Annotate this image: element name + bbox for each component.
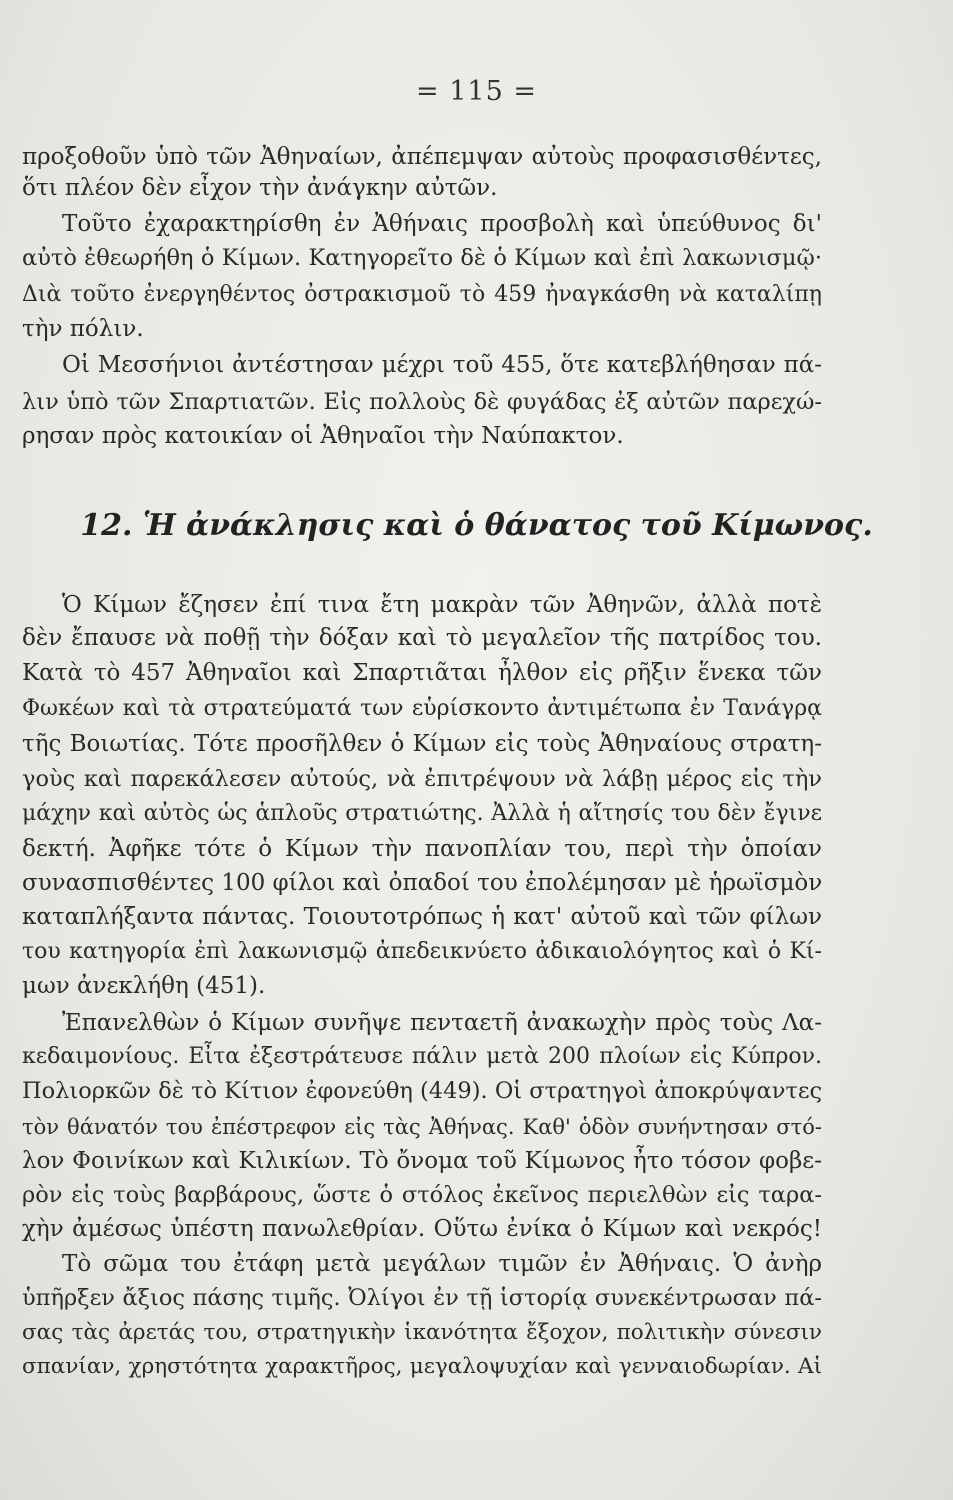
text-line: προξοθοῦν ὑπὸ τῶν Ἀθηναίων, ἀπέπεμψαν αὐτοὺς προφασισθέντες, bbox=[22, 144, 822, 170]
text-line: Οἱ Μεσσήνιοι ἀντέστησαν μέχρι τοῦ 455, ὅτε κατεβλήθησαν πά- bbox=[62, 352, 822, 378]
text-line: Τοῦτο ἐχαρακτηρίσθη ἐν Ἀθήναις προσβολὴ καὶ ὑπεύθυνος δι' bbox=[62, 211, 822, 237]
text-line: γοὺς καὶ παρεκάλεσεν αὐτούς, νὰ ἐπιτρέψουν νὰ λάβῃ μέρος εἰς τὴν bbox=[22, 766, 822, 792]
text-line: συνασπισθέντες 100 φίλοι καὶ ὀπαδοί του ἐπολέμησαν μὲ ἡρωϊσμὸν bbox=[22, 870, 823, 896]
text-line: Φωκέων καὶ τὰ στρατεύματά των εὑρίσκοντο ἀντιμέτωπα ἐν Τανάγρᾳ bbox=[22, 696, 822, 721]
text-line: αὐτὸ ἐθεωρήθη ὁ Κίμων. Κατηγορεῖτο δὲ ὁ Κίμων καὶ ἐπὶ λακωνισμῷ· bbox=[22, 245, 822, 271]
text-line: Ὁ Κίμων ἔζησεν ἐπί τινα ἔτη μακρὰν τῶν Ἀθηνῶν, ἀλλὰ ποτὲ bbox=[62, 592, 822, 618]
text-line: τῆς Βοιωτίας. Τότε προσῆλθεν ὁ Κίμων εἰς τοὺς Ἀθηναίους στρατη- bbox=[22, 731, 822, 757]
text-line: ρὸν εἰς τοὺς βαρβάρους, ὥστε ὁ στόλος ἐκεῖνος περιελθὼν εἰς ταρα- bbox=[22, 1182, 822, 1208]
text-line: Διὰ τοῦτο ἐνεργηθέντος ὀστρακισμοῦ τὸ 459 ἠναγκάσθη νὰ καταλίπῃ bbox=[22, 282, 822, 307]
text-line: μων ἀνεκλήθη (451). bbox=[22, 973, 266, 999]
text-line: δεκτή. Ἀφῆκε τότε ὁ Κίμων τὴν πανοπλίαν του, περὶ τὴν ὁποίαν bbox=[22, 836, 822, 862]
text-line: ὑπῆρξεν ἄξιος πάσης τιμῆς. Ὀλίγοι ἐν τῇ ἱστορίᾳ συνεκέντρωσαν πά- bbox=[22, 1285, 822, 1311]
text-line: Πολιορκῶν δὲ τὸ Κίτιον ἐφονεύθη (449). Οἱ στρατηγοὶ ἀποκρύψαντες bbox=[22, 1078, 823, 1104]
text-line: τὴν πόλιν. bbox=[22, 316, 144, 342]
page-number: = 115 = bbox=[416, 76, 537, 107]
text-line: τὸν θάνατόν του ἐπέστρεφον εἰς τὰς Ἀθήνας. Καθ' ὁδὸν συνήντησαν στό- bbox=[22, 1115, 822, 1139]
text-line: ρησαν πρὸς κατοικίαν οἱ Ἀθηναῖοι τὴν Ναύπακτον. bbox=[22, 423, 624, 449]
text-line: δὲν ἔπαυσε νὰ ποθῇ τὴν δόξαν καὶ τὸ μεγαλεῖον τῆς πατρίδος του. bbox=[22, 625, 822, 651]
text-line: σας τὰς ἀρετάς του, στρατηγικὴν ἱκανότητα ἔξοχον, πολιτικὴν σύνεσιν bbox=[22, 1320, 822, 1345]
text-line: λιν ὑπὸ τῶν Σπαρτιατῶν. Εἰς πολλοὺς δὲ φυγάδας ἐξ αὐτῶν παρεχώ- bbox=[22, 389, 822, 415]
text-line: μάχην καὶ αὐτὸς ὡς ἁπλοῦς στρατιώτης. Ἀλλὰ ἡ αἴτησίς του δὲν ἔγινε bbox=[22, 801, 822, 826]
text-line: Ἐπανελθὼν ὁ Κίμων συνῆψε πενταετῆ ἀνακωχὴν πρὸς τοὺς Λα- bbox=[62, 1010, 822, 1036]
section-heading: 12. Ἡ ἀνάκλησις καὶ ὁ θάνατος τοῦ Κίμωνος. bbox=[80, 508, 873, 543]
text-line: ὅτι πλέον δὲν εἶχον τὴν ἀνάγκην αὐτῶν. bbox=[22, 175, 498, 201]
text-line: χὴν ἀμέσως ὑπέστη πανωλεθρίαν. Οὕτω ἐνίκα ὁ Κίμων καὶ νεκρός! bbox=[22, 1216, 822, 1242]
text-line: Κατὰ τὸ 457 Ἀθηναῖοι καὶ Σπαρτιᾶται ἦλθον εἰς ρῆξιν ἕνεκα τῶν bbox=[22, 660, 822, 686]
text-line: καταπλήξαντα πάντας. Τοιουτοτρόπως ἡ κατ' αὐτοῦ καὶ τῶν φίλων bbox=[22, 904, 822, 930]
text-line: Τὸ σῶμα του ἐτάφη μετὰ μεγάλων τιμῶν ἐν Ἀθήναις. Ὁ ἀνὴρ bbox=[62, 1251, 822, 1277]
text-line: του κατηγορία ἐπὶ λακωνισμῷ ἀπεδεικνύετο ἀδικαιολόγητος καὶ ὁ Κί- bbox=[22, 939, 822, 964]
text-line: σπανίαν, χρηστότητα χαρακτῆρος, μεγαλοψυχίαν καὶ γενναιοδωρίαν. Αἱ bbox=[22, 1354, 822, 1379]
text-line: λον Φοινίκων καὶ Κιλικίων. Τὸ ὄνομα τοῦ Κίμωνος ἦτο τόσον φοβε- bbox=[22, 1148, 822, 1174]
text-line: κεδαιμονίους. Εἶτα ἐξεστράτευσε πάλιν μετὰ 200 πλοίων εἰς Κύπρον. bbox=[22, 1044, 822, 1069]
